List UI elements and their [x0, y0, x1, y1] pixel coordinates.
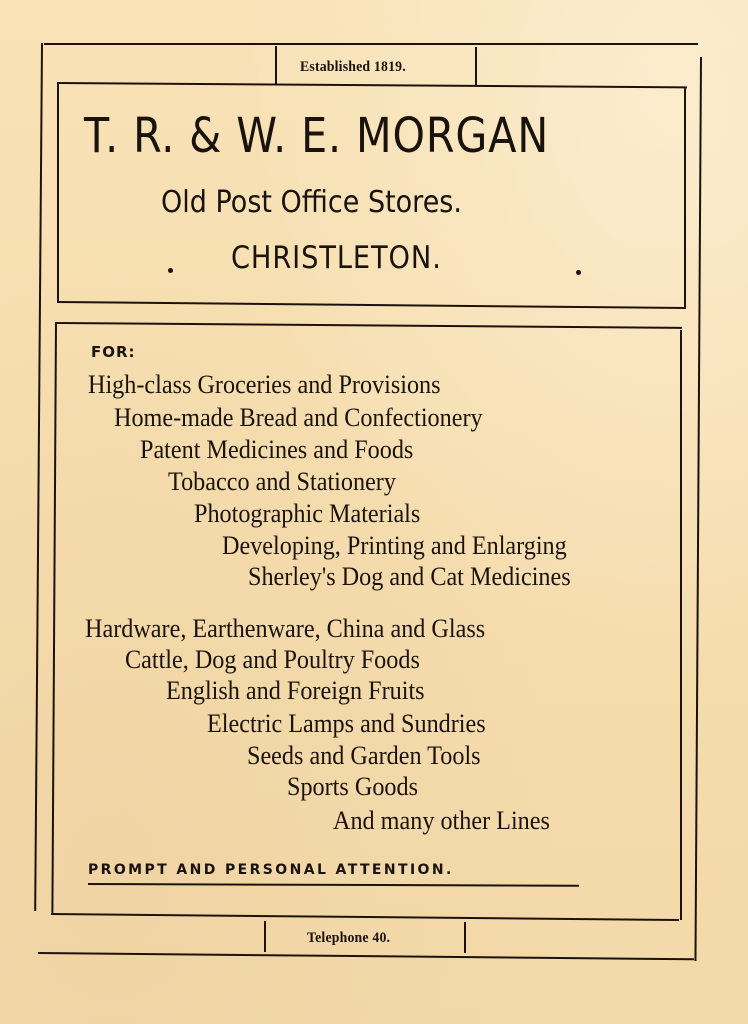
outer-frame-top — [44, 43, 698, 45]
established-divider-right — [475, 47, 477, 85]
shop-name: Old Post Office Stores. — [161, 185, 462, 220]
header-box-top — [58, 82, 687, 88]
header-box-right — [684, 88, 686, 308]
tagline: PROMPT AND PERSONAL ATTENTION. — [88, 862, 454, 878]
established-divider-left — [275, 46, 277, 84]
service-item: Seeds and Garden Tools — [247, 741, 481, 770]
outer-frame-right — [694, 57, 702, 961]
business-name: T. R. & W. E. MORGAN — [84, 108, 550, 164]
tagline-underline — [88, 883, 579, 887]
services-box-left — [51, 322, 57, 914]
service-item: English and Foreign Fruits — [166, 676, 425, 705]
town-name: CHRISTLETON. — [231, 240, 442, 276]
telephone-text: Telephone 40. — [307, 930, 391, 946]
service-item: Cattle, Dog and Poultry Foods — [125, 645, 420, 674]
service-item: Sherley's Dog and Cat Medicines — [248, 562, 571, 591]
telephone-divider-right — [464, 922, 466, 953]
decorative-dot-left — [168, 268, 173, 273]
for-label: FOR: — [91, 343, 136, 361]
header-box-left — [57, 82, 59, 302]
services-box-right — [680, 330, 682, 920]
service-item: Home-made Bread and Confectionery — [114, 403, 483, 432]
service-item: Tobacco and Stationery — [168, 467, 396, 496]
header-box-bottom — [57, 301, 686, 309]
services-box-top — [57, 322, 682, 329]
service-item: And many other Lines — [333, 806, 550, 835]
established-text: Established 1819. — [300, 59, 406, 75]
service-item: High-class Groceries and Provisions — [88, 370, 441, 399]
outer-frame-bottom — [38, 952, 694, 960]
outer-frame-left — [34, 43, 43, 911]
service-item: Hardware, Earthenware, China and Glass — [85, 614, 486, 643]
service-item: Patent Medicines and Foods — [140, 435, 414, 464]
services-box-bottom — [51, 913, 679, 921]
service-item: Sports Goods — [287, 772, 418, 801]
service-item: Photographic Materials — [194, 499, 421, 528]
telephone-divider-left — [264, 921, 266, 952]
service-item: Developing, Printing and Enlarging — [222, 531, 567, 560]
service-item: Electric Lamps and Sundries — [207, 709, 486, 738]
decorative-dot-right — [576, 270, 581, 275]
